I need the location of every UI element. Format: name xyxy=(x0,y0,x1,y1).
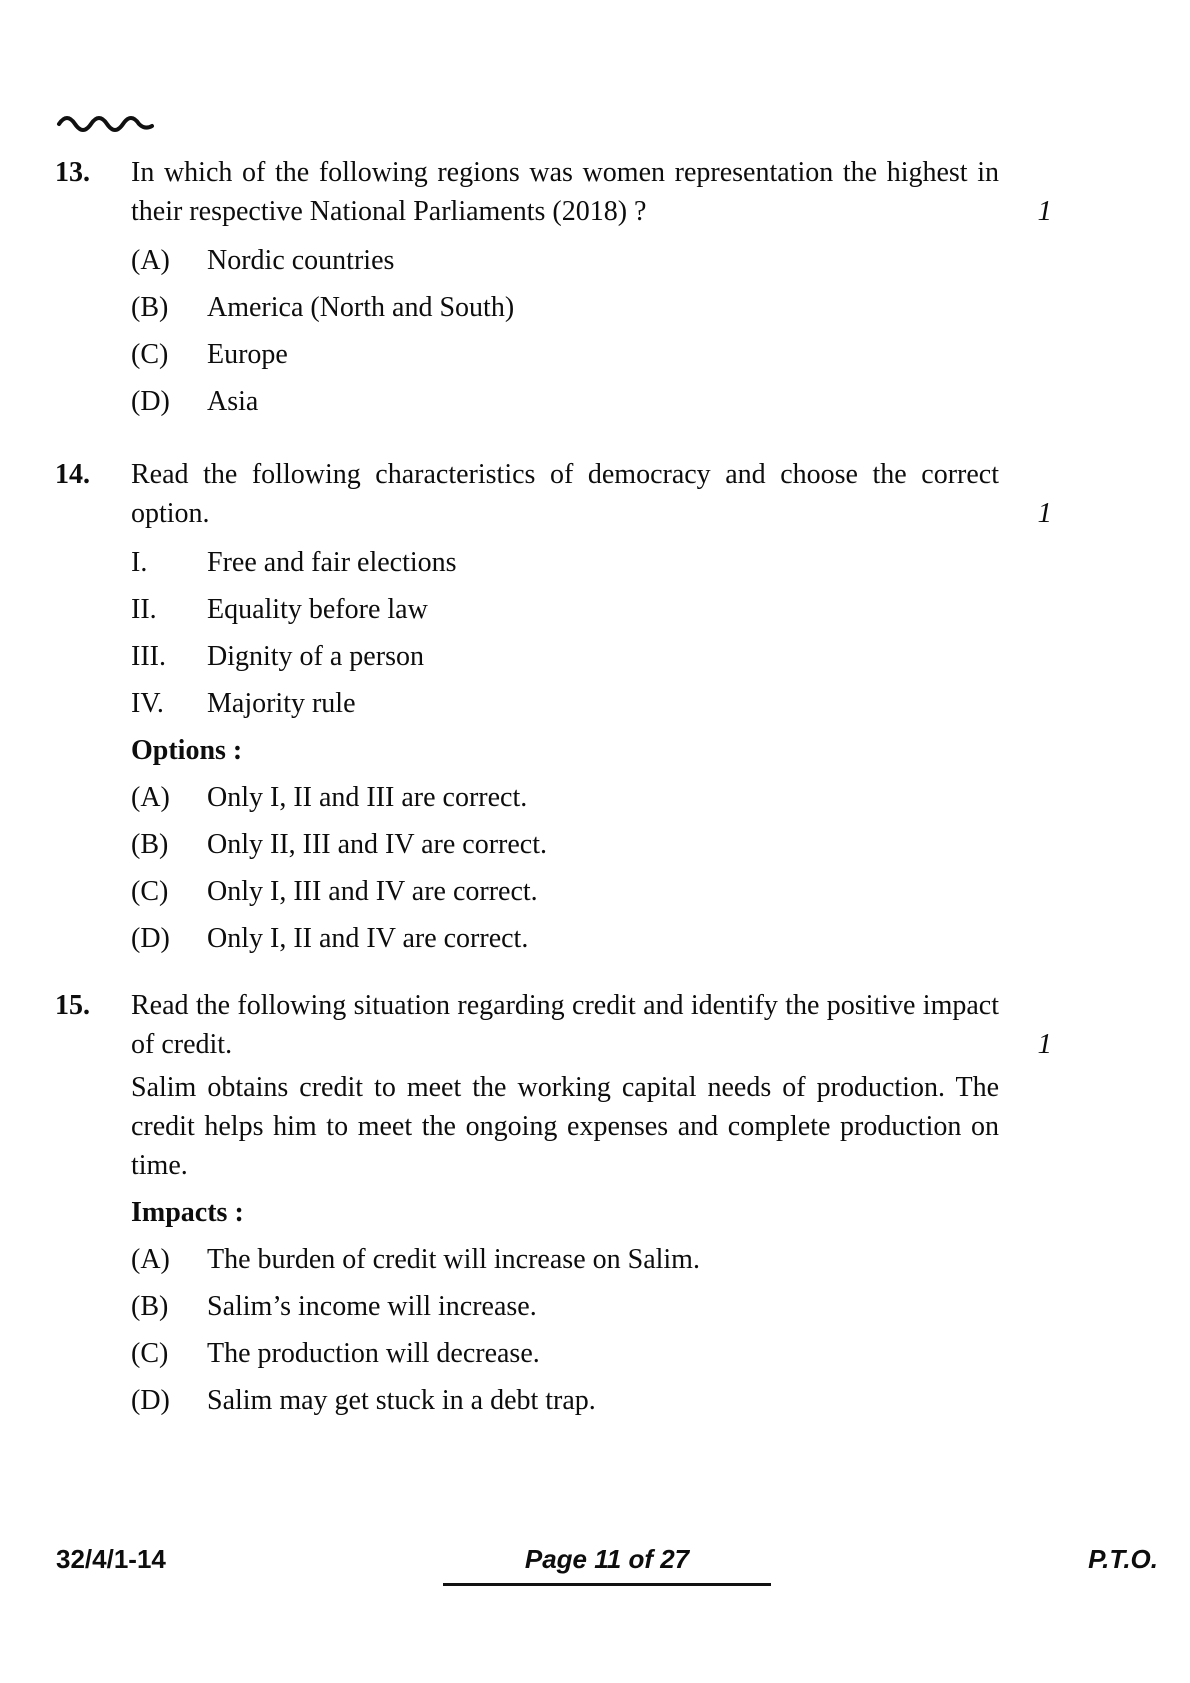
option-text: The burden of credit will increase on Salim. xyxy=(207,1244,700,1275)
statement-row xyxy=(131,586,999,633)
option-label: (C) xyxy=(131,1338,169,1369)
statement-row xyxy=(131,680,999,727)
option-row xyxy=(131,868,999,915)
question-13 xyxy=(55,153,1052,425)
statement-text: Free and fair elections xyxy=(207,547,457,578)
option-row xyxy=(131,774,999,821)
option-label: (A) xyxy=(131,245,170,276)
options-list xyxy=(131,774,999,962)
option-row xyxy=(131,284,999,331)
page-footer xyxy=(56,1544,1158,1586)
statement-text: Majority rule xyxy=(207,688,356,719)
option-label: (C) xyxy=(131,339,169,370)
footer-page-number: Page 11 of 27 xyxy=(443,1544,771,1586)
option-text: Nordic countries xyxy=(207,245,395,276)
option-text: Only I, III and IV are correct. xyxy=(207,876,538,907)
question-number: 13. xyxy=(55,157,90,188)
options-heading: Options : xyxy=(131,735,243,766)
statement-label: II. xyxy=(131,594,157,625)
option-row xyxy=(131,821,999,868)
statement-label: III. xyxy=(131,641,166,672)
marks-value: 1 xyxy=(1037,497,1052,529)
option-text: Only I, II and IV are correct. xyxy=(207,923,529,954)
option-text: Europe xyxy=(207,339,288,370)
marks-value: 1 xyxy=(1037,195,1052,227)
option-label: (D) xyxy=(131,1385,170,1416)
option-text: Salim may get stuck in a debt trap. xyxy=(207,1385,596,1416)
option-label: (C) xyxy=(131,876,169,907)
option-label: (D) xyxy=(131,923,170,954)
option-row xyxy=(131,1377,999,1424)
statement-row xyxy=(131,539,999,586)
question-14 xyxy=(55,455,1052,962)
option-text: Salim’s income will increase. xyxy=(207,1291,537,1322)
option-label: (A) xyxy=(131,1244,170,1275)
impacts-heading: Impacts : xyxy=(131,1197,244,1228)
options-list xyxy=(131,237,999,425)
option-label: (B) xyxy=(131,1291,169,1322)
footer-pto: P.T.O. xyxy=(1088,1544,1158,1574)
statement-label: I. xyxy=(131,547,148,578)
option-text: The production will decrease. xyxy=(207,1338,540,1369)
statement-text: Equality before law xyxy=(207,594,428,625)
statement-label: IV. xyxy=(131,688,164,719)
option-row xyxy=(131,1236,999,1283)
option-text: America (North and South) xyxy=(207,292,515,323)
options-list xyxy=(131,1236,999,1424)
question-15 xyxy=(55,986,1052,1424)
option-row xyxy=(131,1283,999,1330)
footer-paper-code: 32/4/1-14 xyxy=(56,1544,166,1574)
option-text: Asia xyxy=(207,386,259,417)
option-label: (B) xyxy=(131,829,169,860)
option-row xyxy=(131,378,999,425)
wavy-line-mark xyxy=(56,110,158,134)
question-number: 14. xyxy=(55,459,90,490)
option-text: Only I, II and III are correct. xyxy=(207,782,528,813)
option-label: (B) xyxy=(131,292,169,323)
question-stem: Read the following situation regarding credit and identify the positive impact of credit. xyxy=(131,990,999,1060)
option-label: (A) xyxy=(131,782,170,813)
option-row xyxy=(131,331,999,378)
question-stem: Read the following characteristics of democracy and choose the correct option. xyxy=(131,459,999,529)
option-row xyxy=(131,915,999,962)
option-row xyxy=(131,1330,999,1377)
statement-list xyxy=(131,539,999,727)
option-row xyxy=(131,237,999,284)
statement-row xyxy=(131,633,999,680)
option-text: Only II, III and IV are correct. xyxy=(207,829,547,860)
question-number: 15. xyxy=(55,990,90,1021)
question-stem: In which of the following regions was women representation the highest in their respective National Parliaments (2018) ? xyxy=(131,157,999,227)
marks-value: 1 xyxy=(1037,1028,1052,1060)
situation-paragraph: Salim obtains credit to meet the working capital needs of production. The credit helps him to meet the ongoing expenses and complete production on time. xyxy=(131,1072,999,1181)
option-label: (D) xyxy=(131,386,170,417)
statement-text: Dignity of a person xyxy=(207,641,424,672)
